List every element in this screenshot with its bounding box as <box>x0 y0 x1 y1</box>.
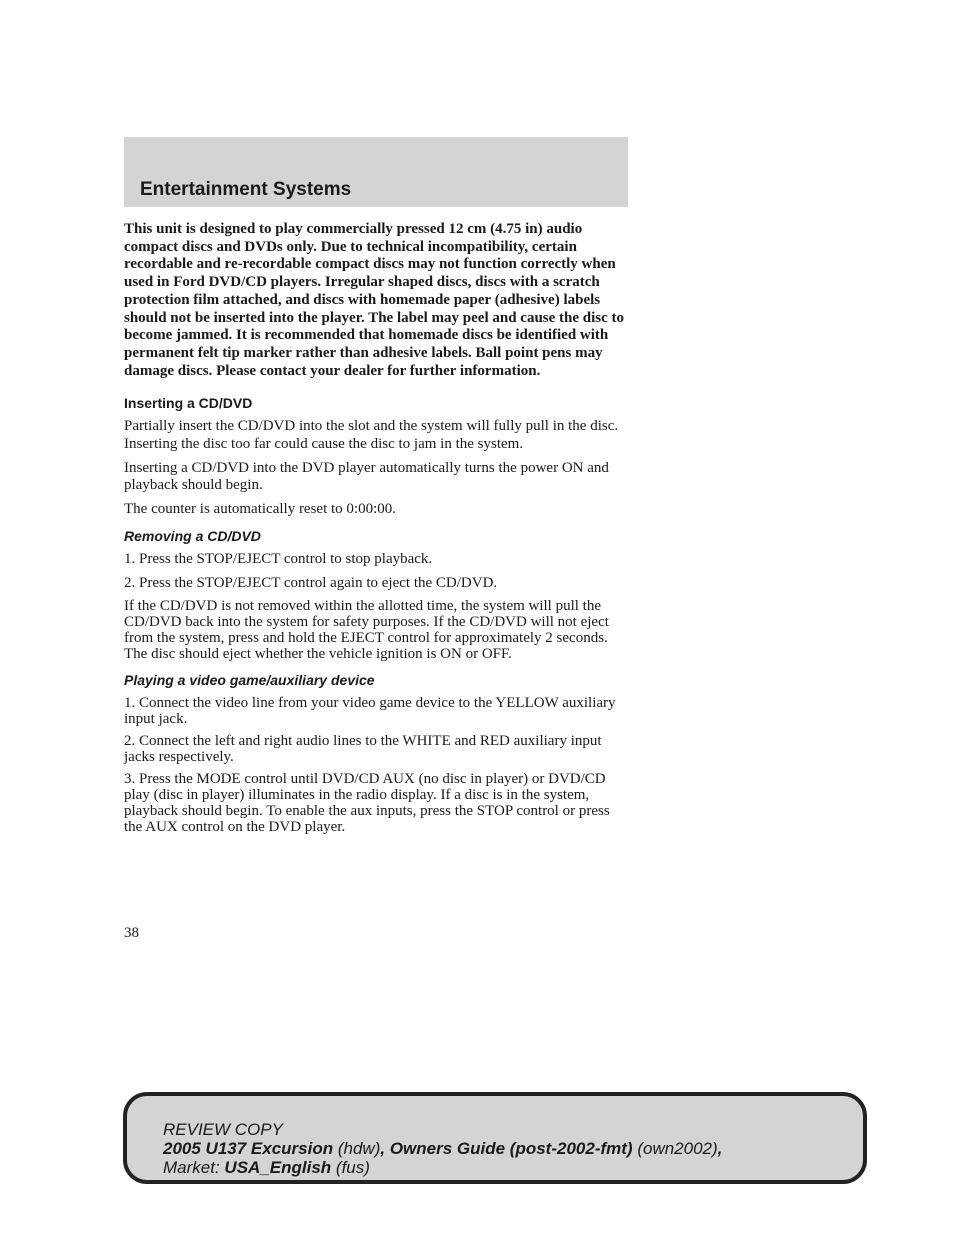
removing-step-2: 2. Press the STOP/EJECT control again to eject the CD/DVD. <box>124 574 498 591</box>
guide-name: Owners Guide (post-2002-fmt) <box>389 1139 633 1158</box>
section-title: Entertainment Systems <box>140 179 352 200</box>
guide-code: (own2002) <box>637 1139 718 1158</box>
page-content <box>124 221 630 841</box>
inserting-heading: Inserting a CD/DVD <box>124 395 253 412</box>
market-value: USA_English <box>224 1158 332 1177</box>
playing-heading: Playing a video game/auxiliary device <box>124 672 375 689</box>
inserting-paragraph-3: The counter is automatically reset to 0:00:00. <box>124 500 397 517</box>
review-copy-box <box>123 1092 867 1184</box>
playing-step-3: 3. Press the MODE control until DVD/CD AUX (no disc in player) or DVD/CD play (disc in player) illuminates in the radio display. If a disc is in the system, playback should begin. To enable the aux inputs, press the STOP control or press the AUX control on the DVD player. <box>124 771 610 836</box>
review-copy-label: REVIEW COPY <box>163 1120 283 1139</box>
playing-step-2: 2. Connect the left and right audio lines to the WHITE and RED auxiliary input jacks respectively. <box>124 733 602 766</box>
section-header-band <box>124 137 628 207</box>
playing-step-1: 1. Connect the video line from your video game device to the YELLOW auxiliary input jack. <box>124 695 616 728</box>
market-label: Market: <box>163 1158 220 1177</box>
market-code: (fus) <box>335 1158 370 1177</box>
removing-step-1: 1. Press the STOP/EJECT control to stop playback. <box>124 551 433 568</box>
vehicle-model-code: (hdw) <box>337 1139 381 1158</box>
vehicle-model: 2005 U137 Excursion <box>163 1139 334 1158</box>
inserting-paragraph-2: Inserting a CD/DVD into the DVD player automatically turns the power ON and playback should begin. <box>124 459 609 494</box>
inserting-paragraph-1: Partially insert the CD/DVD into the slot and the system will fully pull in the disc. Inserting the disc too far could cause the disc to jam in the system. <box>124 418 619 452</box>
removing-heading: Removing a CD/DVD <box>124 528 261 545</box>
footer-separator-1: , <box>380 1139 386 1158</box>
disc-compatibility-notice: This unit is designed to play commercially pressed 12 cm (4.75 in) audio compact discs and DVDs only. Due to technical incompatibility, certain recordable and re-recordable compact discs may not function correctly when used in Ford DVD/CD players. Irregular shaped discs, discs with a scratch protection film attached, and discs with homemade paper (adhesive) labels should not be inserted into the player. The label may peel and cause the disc to become jammed. It is recommended that homemade discs be identified with permanent felt tip marker rather than adhesive labels. Ball point pens may damage discs. Please contact your dealer for further information. <box>124 221 625 379</box>
footer-separator-2: , <box>717 1139 723 1158</box>
removing-paragraph-3: If the CD/DVD is not removed within the allotted time, the system will pull the CD/DVD back into the system for safety purposes. If the CD/DVD will not eject from the system, press and hold the EJECT control for approximately 2 seconds. The disc should eject whether the vehicle ignition is ON or OFF. <box>124 598 609 663</box>
review-copy-text <box>163 1120 722 1177</box>
page-number: 38 <box>124 925 139 941</box>
